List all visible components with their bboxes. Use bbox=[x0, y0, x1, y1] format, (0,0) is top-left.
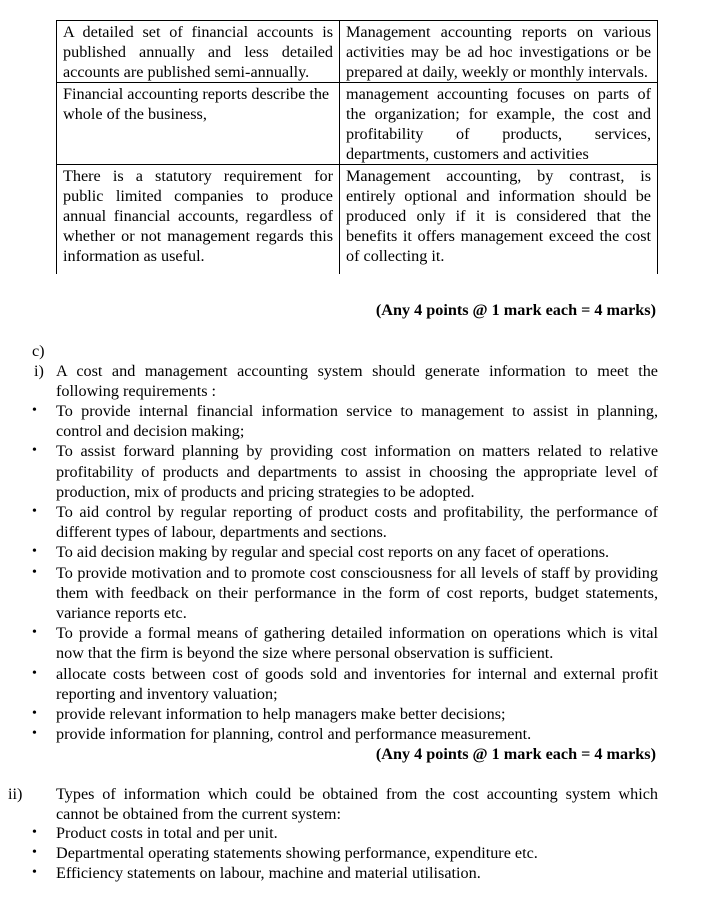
list-item-text: To provide motivation and to promote cost consciousness for all levels of staff by providing them with feedback on their performance in the form of cost reports, budget statements, variance reports etc. bbox=[56, 563, 658, 623]
requirements-list bbox=[30, 401, 658, 744]
bullet-icon: • bbox=[32, 625, 37, 641]
list-item bbox=[30, 823, 658, 843]
management-accounting-cell: management accounting focuses on parts of the organization; for example, the cost and profitability of products, services, departments, customers and activities bbox=[340, 83, 658, 165]
bullet-icon: • bbox=[32, 865, 37, 881]
financial-accounting-cell: There is a statutory requirement for public limited companies to produce annual financial accounts, regardless of whether or not management regards this information as useful. bbox=[57, 165, 340, 275]
list-item-text: allocate costs between cost of goods sold and inventories for internal and external profit reporting and inventory valuation; bbox=[56, 664, 658, 703]
management-accounting-cell: Management accounting reports on various activities may be ad hoc investigations or be prepared at daily, weekly or monthly intervals. bbox=[340, 21, 658, 83]
marks-note: (Any 4 points @ 1 mark each = 4 marks) bbox=[375, 301, 656, 319]
marks-note: (Any 4 points @ 1 mark each = 4 marks) bbox=[375, 745, 656, 763]
information-types-list bbox=[30, 823, 658, 884]
cell-line: Financial accounting reports describe the bbox=[63, 85, 330, 103]
part-label-i: i) bbox=[34, 362, 44, 380]
list-item-text: Efficiency statements on labour, machine and material utilisation. bbox=[56, 864, 481, 883]
cell-line: whole of the business, bbox=[63, 105, 207, 123]
list-item-text: To assist forward planning by providing cost information on matters related to relative profitability of products and departments to assist in choosing the appropriate level of production, mix of products and pricing strategies to be adopted. bbox=[56, 442, 658, 501]
financial-accounting-cell bbox=[57, 83, 340, 165]
list-item-text: To provide a formal means of gathering detailed information on operations which is vital now that the firm is beyond the size where personal observation is sufficient. bbox=[56, 624, 658, 663]
part-ii-intro: Types of information which could be obtained from the cost accounting system which cannot be obtained from the current system: bbox=[56, 785, 658, 824]
table-row bbox=[57, 83, 658, 165]
bullet-icon: • bbox=[32, 504, 37, 520]
list-item-text: provide information for planning, control and performance measurement. bbox=[56, 725, 532, 744]
part-label-ii: ii) bbox=[8, 785, 23, 803]
list-item bbox=[30, 704, 658, 724]
bullet-icon: • bbox=[32, 403, 37, 418]
list-item-text: Departmental operating statements showing performance, expenditure etc. bbox=[56, 844, 538, 863]
list-item bbox=[30, 563, 658, 624]
part-i-intro: A cost and management accounting system should generate information to meet the following requirements : bbox=[56, 362, 658, 401]
comparison-table bbox=[56, 20, 658, 274]
list-item bbox=[30, 502, 658, 542]
financial-accounting-cell: A detailed set of financial accounts is published annually and less detailed accounts are published semi-annually. bbox=[57, 21, 340, 83]
list-item bbox=[30, 843, 658, 863]
list-item-text: To aid decision making by regular and special cost reports on any facet of operations. bbox=[56, 543, 610, 562]
list-item bbox=[30, 724, 658, 744]
bullet-icon: • bbox=[32, 726, 37, 742]
section-label-c: c) bbox=[32, 342, 45, 360]
list-item bbox=[30, 664, 658, 704]
bullet-icon: • bbox=[32, 665, 37, 681]
list-item-text: To aid control by regular reporting of product costs and profitability, the performance of different types of labour, departments and sections. bbox=[56, 503, 658, 542]
management-accounting-cell: Management accounting, by contrast, is entirely optional and information should be produced only if it is considered that the benefits it offers management exceed the cost of collecting it. bbox=[340, 165, 658, 275]
bullet-icon: • bbox=[32, 845, 37, 861]
bullet-icon: • bbox=[32, 706, 37, 722]
bullet-icon: • bbox=[32, 443, 37, 459]
list-item bbox=[30, 401, 658, 441]
list-item bbox=[30, 863, 658, 883]
list-item bbox=[30, 542, 658, 562]
list-item-text: provide relevant information to help managers make better decisions; bbox=[56, 705, 506, 724]
list-item bbox=[30, 623, 658, 663]
table-row bbox=[57, 165, 658, 275]
bullet-icon: • bbox=[32, 544, 37, 560]
bullet-icon: • bbox=[32, 564, 37, 580]
table-row bbox=[57, 21, 658, 83]
list-item-text: Product costs in total and per unit. bbox=[56, 824, 278, 842]
bullet-icon: • bbox=[32, 825, 37, 840]
list-item bbox=[30, 441, 658, 502]
list-item-text: To provide internal financial information service to management to assist in planning, control and decision making; bbox=[56, 402, 658, 441]
